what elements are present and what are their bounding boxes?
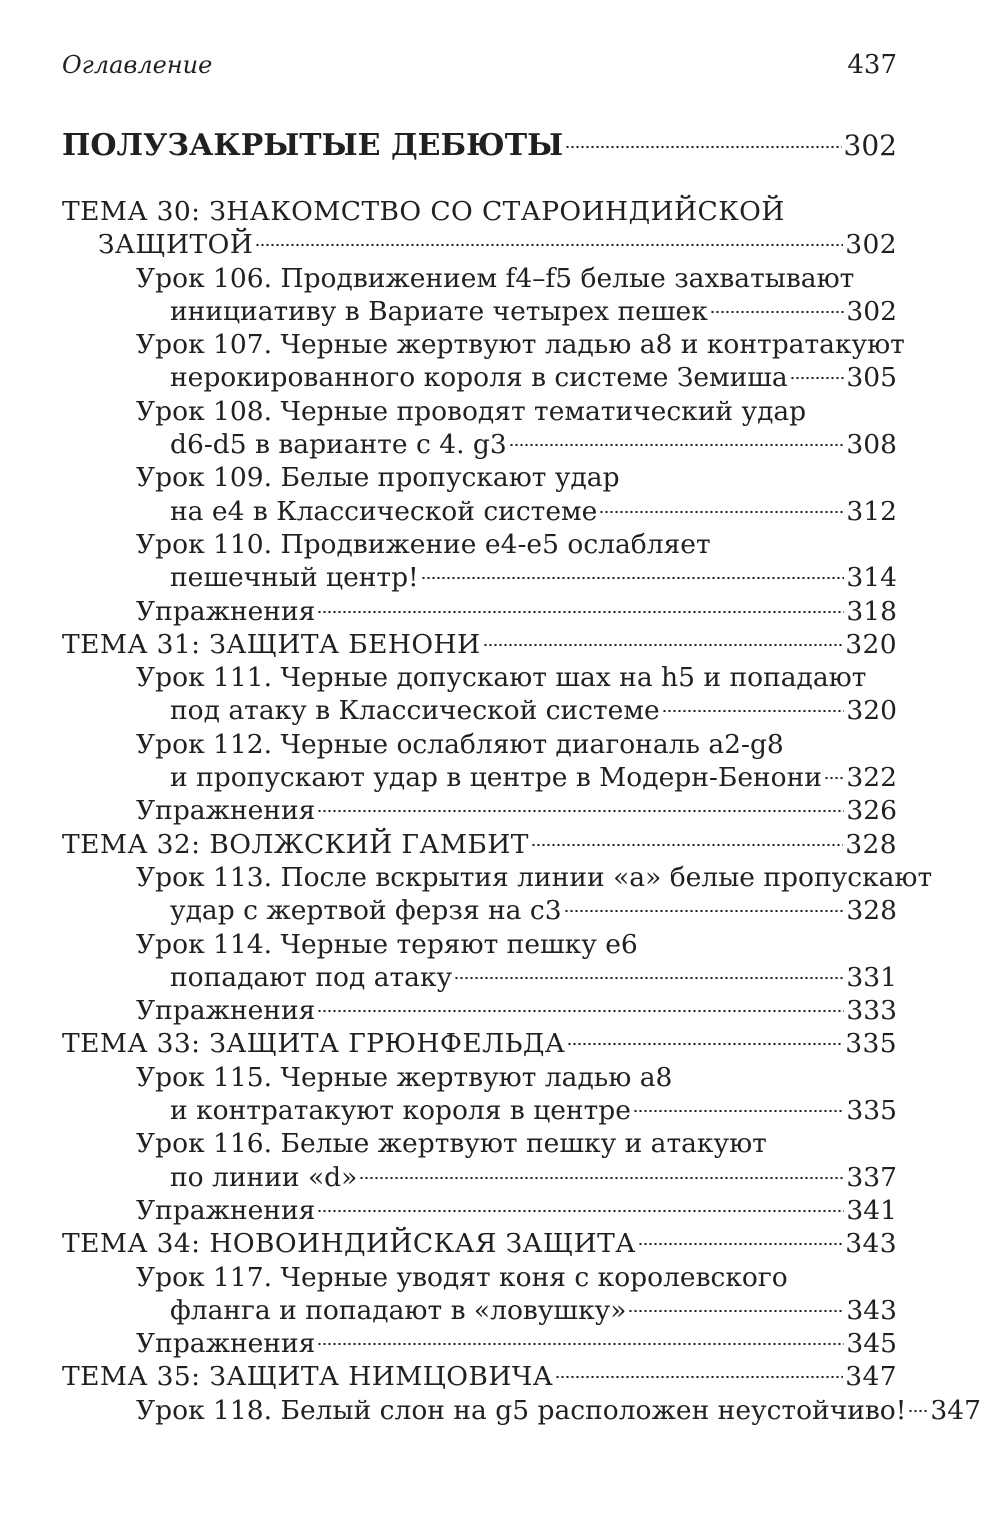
toc-exercises-31[interactable]: Упражнения 326 bbox=[136, 795, 897, 827]
toc-topic-31[interactable]: ТЕМА 31: ЗАЩИТА БЕНОНИ 320 bbox=[62, 628, 897, 660]
toc-topic-33[interactable]: ТЕМА 33: ЗАЩИТА ГРЮНФЕЛЬДА 335 bbox=[62, 1028, 897, 1060]
toc-lesson-117-cont[interactable]: фланга и попадают в «ловушку» 343 bbox=[170, 1294, 897, 1326]
toc-lesson-107[interactable]: Урок 107. Черные жертвуют ладью а8 и контратакуют bbox=[136, 329, 905, 361]
leader-dots bbox=[421, 575, 845, 581]
toc-lesson-108[interactable]: Урок 108. Черные проводят тематический удар bbox=[136, 395, 807, 427]
toc-lesson-111[interactable]: Урок 111. Черные допускают шах на h5 и попадают bbox=[136, 662, 867, 694]
toc-topic-35[interactable]: ТЕМА 35: ЗАЩИТА НИМЦОВИЧА 347 bbox=[62, 1361, 897, 1393]
toc-lesson-112[interactable]: Урок 112. Черные ослабляют диагональ a2-g8 bbox=[136, 728, 784, 760]
toc-lesson-106[interactable]: Урок 106. Продвижением f4–f5 белые захватывают bbox=[136, 262, 855, 294]
toc-lesson-108-cont[interactable]: d6-d5 в варианте с 4. g3 308 bbox=[170, 429, 897, 461]
toc-topic-34[interactable]: ТЕМА 34: НОВОИНДИЙСКАЯ ЗАЩИТА 343 bbox=[62, 1228, 897, 1260]
leader-dots bbox=[567, 1041, 843, 1047]
toc-lesson-118[interactable]: Урок 118. Белый слон на g5 расположен неустойчиво! 347 bbox=[136, 1394, 982, 1426]
running-header bbox=[62, 50, 897, 84]
toc-topic-30[interactable]: ТЕМА 30: ЗНАКОМСТВО СО СТАРОИНДИЙСКОЙ bbox=[62, 196, 785, 227]
leader-dots bbox=[509, 442, 845, 448]
leader-dots bbox=[790, 375, 845, 381]
toc-exercises-32[interactable]: Упражнения 333 bbox=[136, 995, 897, 1027]
toc-lesson-110-cont[interactable]: пешечный центр! 314 bbox=[170, 562, 897, 594]
leader-dots bbox=[555, 1374, 843, 1380]
leader-dots bbox=[564, 908, 845, 914]
toc-lesson-106-cont[interactable]: инициативу в Вариате четырех пешек 302 bbox=[170, 295, 897, 327]
leader-dots bbox=[908, 1408, 928, 1414]
toc-topic-30-cont[interactable]: ЗАЩИТОЙ 302 bbox=[98, 229, 897, 261]
table-of-contents bbox=[62, 195, 982, 1427]
leader-dots bbox=[633, 1108, 845, 1114]
section-title: ПОЛУЗАКРЫТЫЕ ДЕБЮТЫ bbox=[62, 128, 564, 163]
toc-lesson-109-cont[interactable]: на е4 в Классической системе 312 bbox=[170, 495, 897, 527]
toc-lesson-107-cont[interactable]: нерокированного короля в системе Земиша 305 bbox=[170, 362, 897, 394]
leader-dots bbox=[255, 242, 843, 248]
toc-lesson-113-cont[interactable]: удар с жертвой ферзя на с3 328 bbox=[170, 895, 897, 927]
toc-lesson-112-cont[interactable]: и пропускают удар в центре в Модерн-Бенони 322 bbox=[170, 762, 897, 794]
leader-dots bbox=[317, 1341, 844, 1347]
leader-dots bbox=[565, 144, 841, 150]
toc-lesson-114[interactable]: Урок 114. Черные теряют пешку е6 bbox=[136, 928, 638, 960]
leader-dots bbox=[662, 708, 845, 714]
toc-lesson-111-cont[interactable]: под атаку в Классической системе 320 bbox=[170, 695, 897, 727]
toc-exercises-33[interactable]: Упражнения 341 bbox=[136, 1194, 897, 1226]
leader-dots bbox=[599, 509, 844, 515]
toc-lesson-109[interactable]: Урок 109. Белые пропускают удар bbox=[136, 462, 620, 494]
toc-exercises-34[interactable]: Упражнения 345 bbox=[136, 1328, 897, 1360]
leader-dots bbox=[824, 775, 844, 781]
leader-dots bbox=[483, 642, 844, 648]
page-number: 437 bbox=[847, 50, 897, 80]
section-page: 302 bbox=[843, 129, 897, 162]
leader-dots bbox=[317, 808, 844, 814]
leader-dots bbox=[359, 1175, 844, 1181]
toc-lesson-115[interactable]: Урок 115. Черные жертвуют ладью а8 bbox=[136, 1061, 673, 1093]
leader-dots bbox=[317, 609, 844, 615]
toc-lesson-115-cont[interactable]: и контратакуют короля в центре 335 bbox=[170, 1095, 897, 1127]
toc-lesson-116-cont[interactable]: по линии «d» 337 bbox=[170, 1161, 897, 1193]
toc-lesson-113[interactable]: Урок 113. После вскрытия линии «а» белые пропускают bbox=[136, 861, 933, 893]
toc-lesson-117[interactable]: Урок 117. Черные уводят коня с королевского bbox=[136, 1261, 788, 1293]
toc-lesson-114-cont[interactable]: попадают под атаку 331 bbox=[170, 961, 897, 993]
leader-dots bbox=[638, 1241, 844, 1247]
toc-topic-32[interactable]: ТЕМА 32: ВОЛЖСКИЙ ГАМБИТ 328 bbox=[62, 828, 897, 860]
running-title: Оглавление bbox=[62, 51, 213, 79]
leader-dots bbox=[710, 309, 845, 315]
toc-exercises-30[interactable]: Упражнения 318 bbox=[136, 595, 897, 627]
section-heading[interactable] bbox=[62, 128, 897, 168]
toc-lesson-116[interactable]: Урок 116. Белые жертвуют пешку и атакуют bbox=[136, 1128, 767, 1160]
leader-dots bbox=[454, 975, 844, 981]
leader-dots bbox=[531, 842, 843, 848]
toc-lesson-110[interactable]: Урок 110. Продвижение е4-е5 ослабляет bbox=[136, 528, 711, 560]
leader-dots bbox=[628, 1308, 844, 1314]
leader-dots bbox=[317, 1208, 844, 1214]
leader-dots bbox=[317, 1008, 844, 1014]
